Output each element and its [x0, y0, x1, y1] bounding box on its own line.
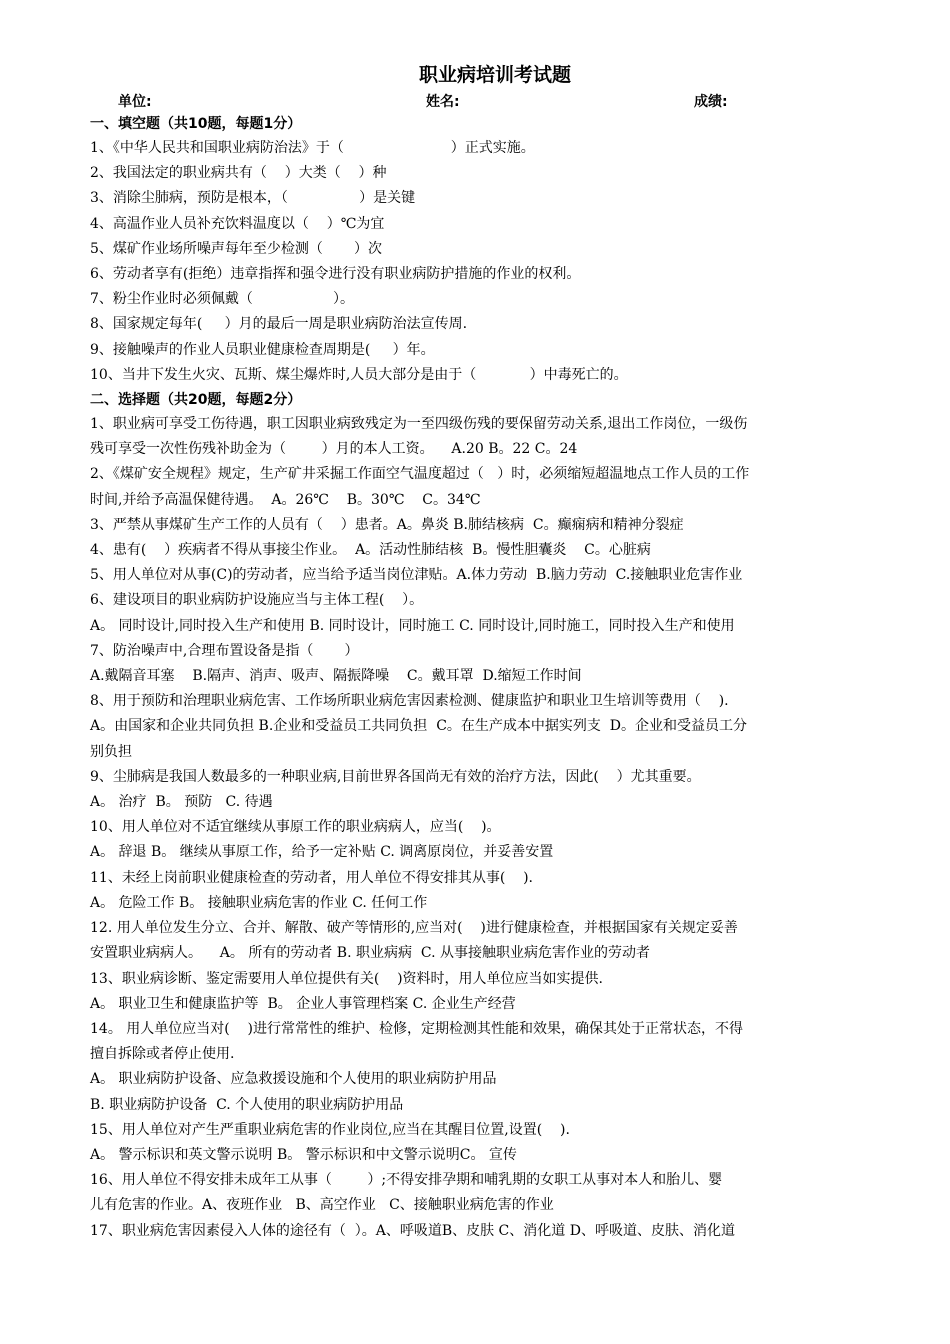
question-line: 15、用人单位对产生严重职业病危害的作业岗位,应当在其醒目位置,设置( ). [90, 1121, 570, 1138]
fill-blank-questions [90, 136, 900, 388]
question-line: 2、《煤矿安全规程》规定，生产矿井采掘工作面空气温度超过（ ）时，必须缩短超温地点工作人员的工作 [90, 466, 750, 483]
question-line: A。 警示标识和英文警示说明 B。 警示标识和中文警示说明C。 宣传 [90, 1146, 517, 1163]
question-line: 安置职业病病人。 A。 所有的劳动者 B. 职业病病 C. 从事接触职业病危害作业的劳动者 [90, 945, 651, 962]
question-line: A。 职业病防护设备、应急救援设施和个人使用的职业病防护用品 [90, 1071, 497, 1088]
question-line: 儿有危害的作业。A、夜班作业 B、高空作业 C、接触职业病危害的作业 [90, 1197, 554, 1214]
question-line: 别负担 [90, 743, 132, 760]
question-line: 6、劳动者享有(拒绝）违章指挥和强令进行没有职业病防护措施的作业的权利。 [90, 266, 581, 283]
question-line: A。由国家和企业共同负担 B.企业和受益员工共同负担 C。在生产成本中据实列支 D。企业和受益员工分 [90, 718, 748, 735]
question-line: B. 职业病防护设备 C. 个人使用的职业病防护用品 [90, 1096, 404, 1113]
score-label: 成绩: [694, 94, 728, 110]
question-line: 9、尘肺病是我国人数最多的一种职业病,目前世界各国尚无有效的治疗方法，因此( ）尤其重要。 [90, 768, 701, 785]
unit-label: 单位: [118, 94, 152, 110]
question-line: 7、粉尘作业时必须佩戴（ ）。 [90, 291, 355, 308]
question-line: 13、职业病诊断、鉴定需要用人单位提供有关( )资料时，用人单位应当如实提供. [90, 970, 603, 987]
name-label: 姓名: [426, 94, 460, 110]
question-line: 16、用人单位不得安排未成年工从事（ ）;不得安排孕期和哺乳期的女职工从事对本人和胎儿、婴 [90, 1172, 723, 1189]
question-line: 12. 用人单位发生分立、合并、解散、破产等情形的,应当对( )进行健康检查，并根据国家有关规定妥善 [90, 920, 738, 937]
exam-header [90, 88, 900, 112]
exam-page [90, 62, 900, 1244]
question-line: A。 辞退 B。 继续从事原工作，给予一定补贴 C. 调离原岗位，并妥善安置 [90, 844, 554, 861]
question-line: 1、职业病可享受工伤待遇，职工因职业病致残定为一至四级伤残的要保留劳动关系,退出工作岗位，一级伤 [90, 416, 748, 433]
question-line: 6、建设项目的职业病防护设施应当与主体工程( ）。 [90, 592, 424, 609]
question-line: 时间,并给予高温保健待遇。 A。26℃ B。30℃ C。34℃ [90, 491, 481, 508]
question-line: 5、用人单位对从事(C)的劳动者，应当给予适当岗位津贴。A.体力劳动 B.脑力劳动 C.接触职业危害作业 [90, 567, 743, 584]
question-line: 3、严禁从事煤矿生产工作的人员有（ ）患者。A。鼻炎 B.肺结核病 C。癫痫病和精神分裂症 [90, 516, 684, 533]
section-heading-multiple-choice: 二、选择题（共20题，每题2分） [90, 392, 302, 409]
section-heading-fill-blank: 一、填空题（共10题，每题1分） [90, 116, 302, 132]
question-line: A。 治疗 B。 预防 C. 待遇 [90, 794, 273, 811]
question-line: A。 职业卫生和健康监护等 B。 企业人事管理档案 C. 企业生产经营 [90, 995, 516, 1012]
question-line: 3、消除尘肺病，预防是根本，（ ）是关键 [90, 190, 416, 207]
page-title: 职业病培训考试题 [418, 64, 571, 86]
question-line: 4、患有( ）疾病者不得从事接尘作业。 A。活动性肺结核 B。慢性胆囊炎 C。心脏病 [90, 542, 651, 559]
question-line: 5、煤矿作业场所噪声每年至少检测（ ）次 [90, 240, 383, 257]
question-line: 11、未经上岗前职业健康检查的劳动者，用人单位不得安排其从事( ). [90, 869, 533, 886]
question-line: 8、国家规定每年( ）月的最后一周是职业病防治法宣传周. [90, 316, 468, 333]
question-line: 10、用人单位对不适宜继续从事原工作的职业病病人，应当( )。 [90, 819, 501, 836]
question-line: 7、防治噪声中,合理布置设备是指（ ） [90, 642, 359, 659]
question-line: A。 危险工作 B。 接触职业病危害的作业 C. 任何工作 [90, 894, 428, 911]
question-line: 4、高温作业人员补充饮料温度以（ ）℃为宜 [90, 215, 385, 232]
multiple-choice-questions [90, 412, 900, 1244]
question-line: 擅自拆除或者停止使用. [90, 1046, 235, 1063]
question-line: 残可享受一次性伤残补助金为（ ）月的本人工资。 A.20 B。22 C。24 [90, 441, 578, 458]
question-line: A.戴隔音耳塞 B.隔声、消声、吸声、隔振降噪 C。戴耳罩 D.缩短工作时间 [90, 668, 582, 685]
question-line: 1、《中华人民共和国职业病防治法》于（ ）正式实施。 [90, 140, 535, 156]
question-line: 8、用于预防和治理职业病危害、工作场所职业病危害因素检测、健康监护和职业卫生培训等费用（ ). [90, 693, 729, 710]
question-line: 9、接触噪声的作业人员职业健康检查周期是( ）年。 [90, 341, 435, 358]
question-line: 14。 用人单位应当对( )进行常常性的维护、检修，定期检测其性能和效果，确保其处于正常状态，不得 [90, 1020, 743, 1037]
question-line: 2、我国法定的职业病共有（ ）大类（ ）种 [90, 165, 387, 182]
question-line: A。 同时设计,同时投入生产和使用 B. 同时设计，同时施工 C. 同时设计,同时施工，同时投入生产和使用 [90, 617, 735, 634]
question-line: 10、当井下发生火灾、瓦斯、煤尘爆炸时,人员大部分是由于（ ）中毒死亡的。 [90, 366, 628, 383]
question-line: 17、职业病危害因素侵入人体的途径有（ ）。A、呼吸道B、皮肤 C、消化道 D、呼吸道、皮肤、消化道 [90, 1222, 735, 1239]
